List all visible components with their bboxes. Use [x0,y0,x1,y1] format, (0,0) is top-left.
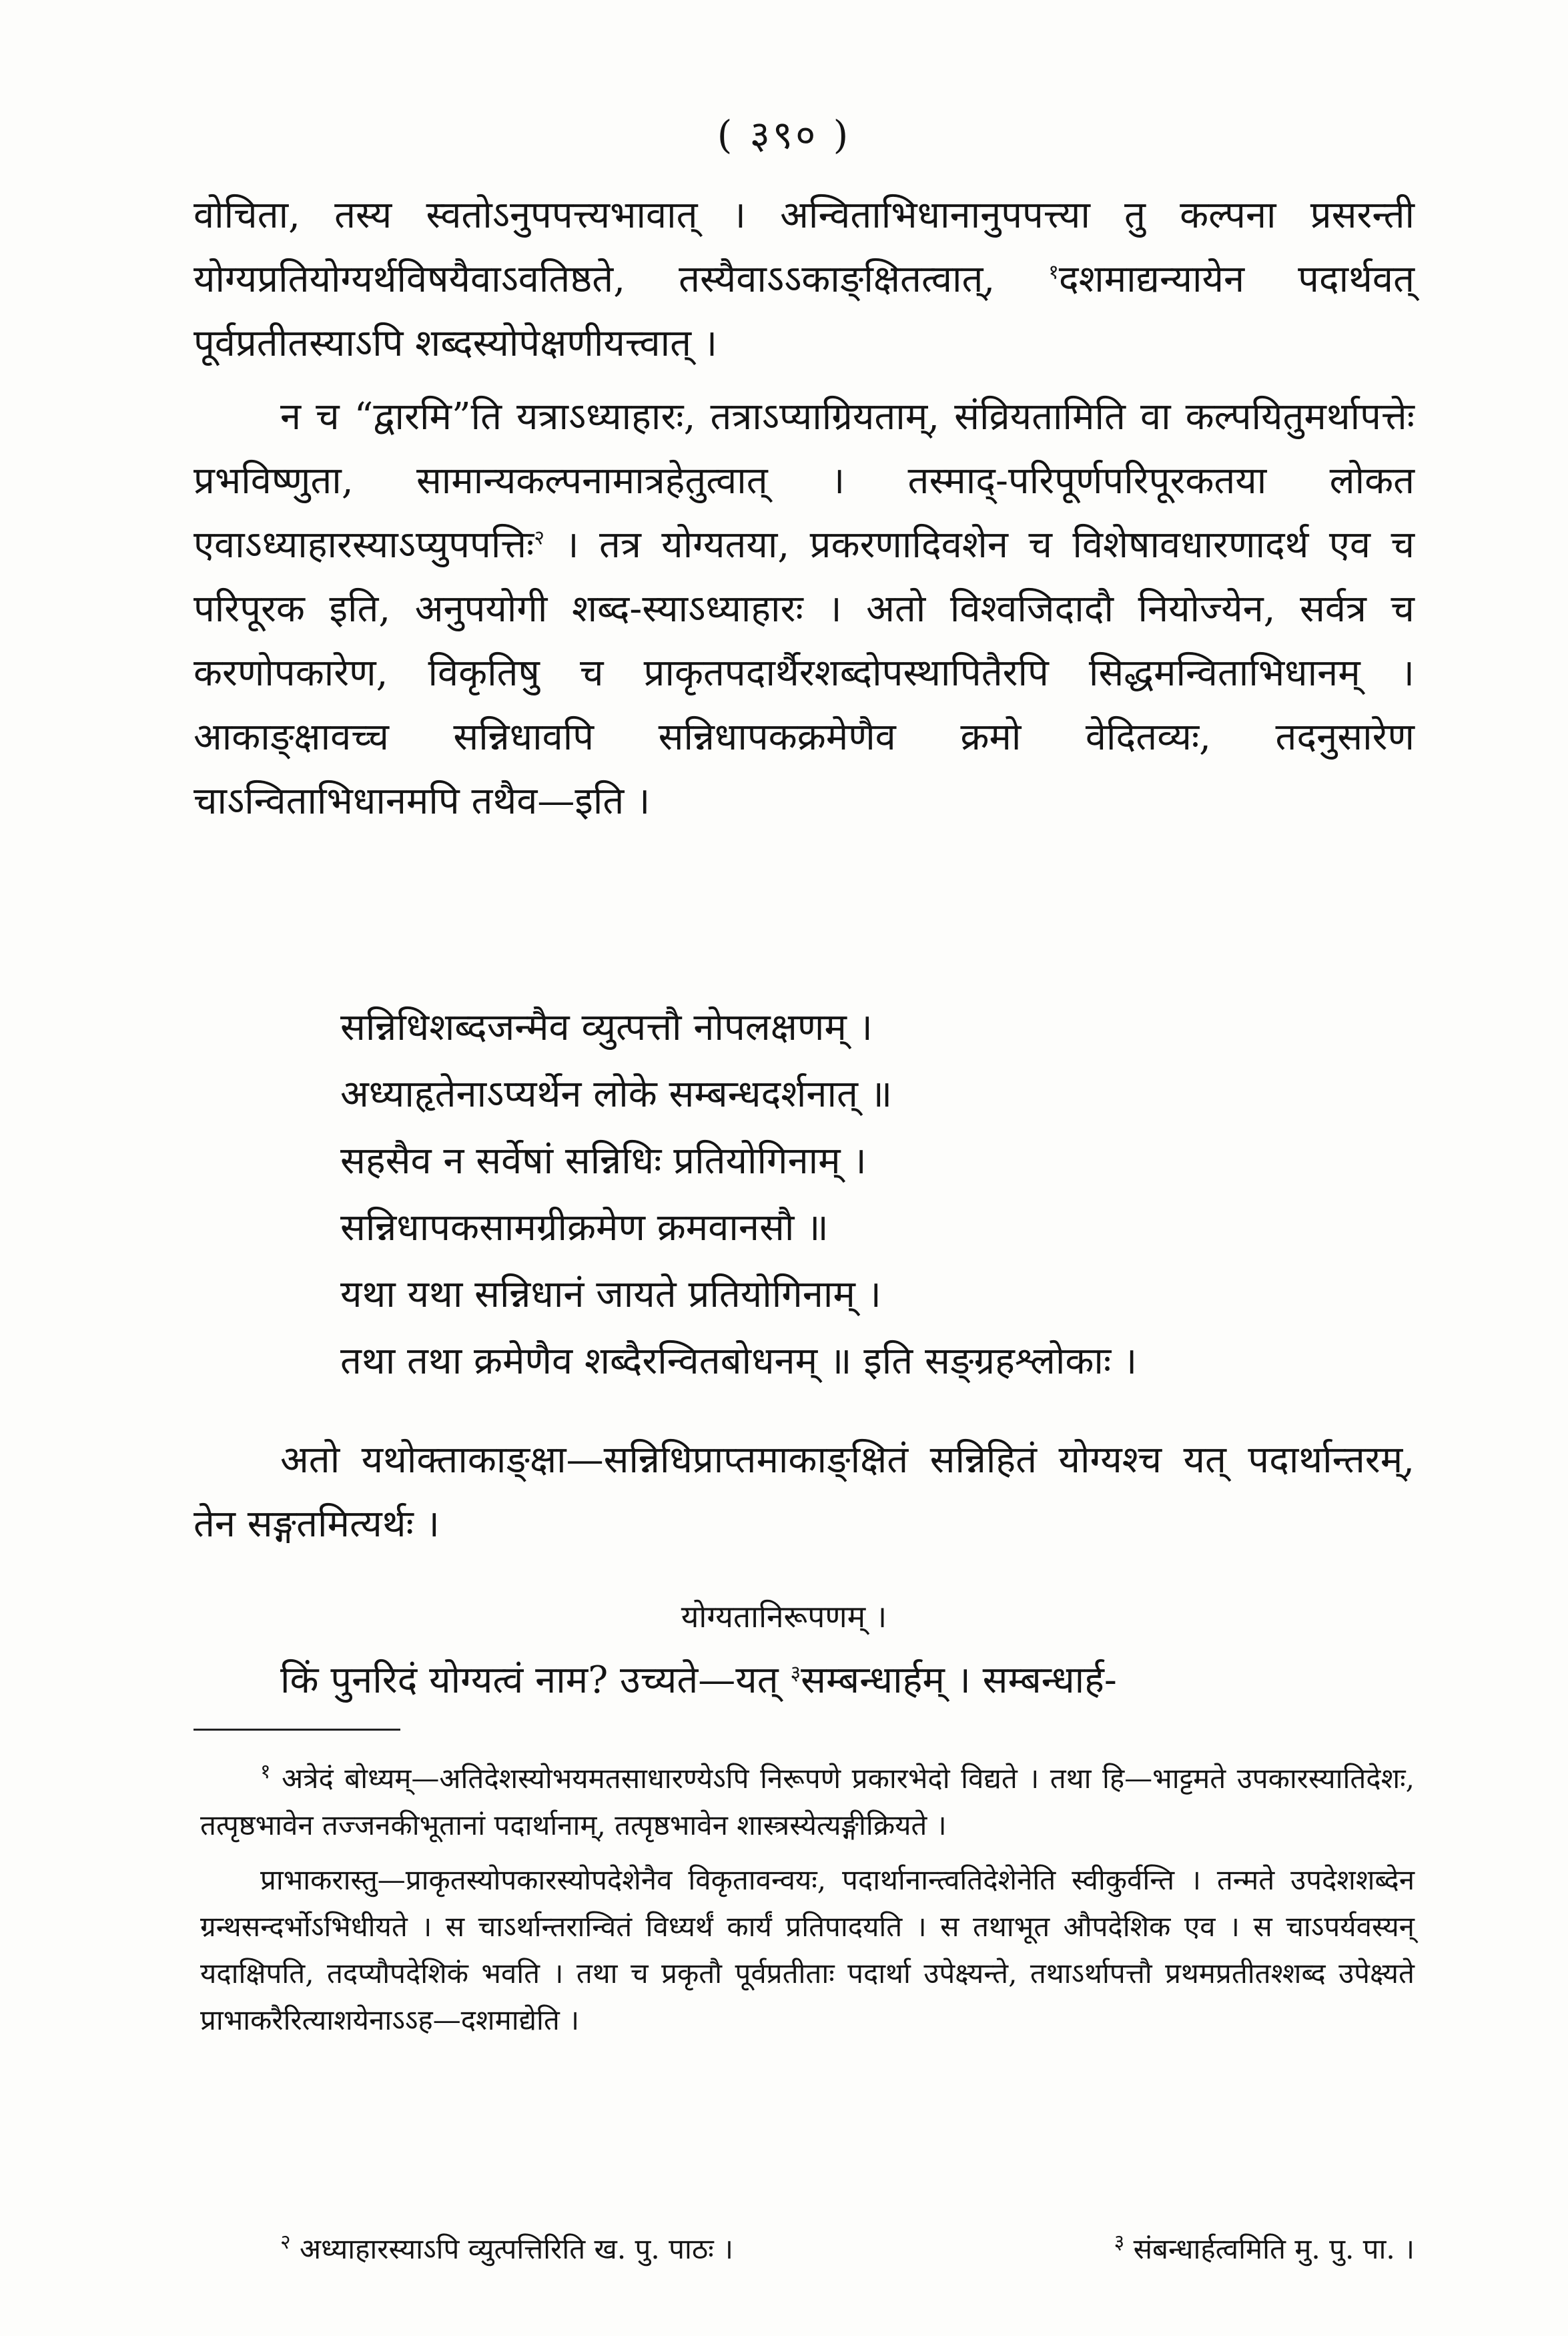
paragraph-3: अतो यथोक्ताकाङ्क्षा—सन्निधिप्राप्तमाकाङ्क्षितं सन्निहितं योग्यश्च यत् पदार्थान्तरम्, तेन सङ्गतमित्यर्थः । [193,1438,1415,1546]
page-number: ( ३९० ) [717,112,851,158]
verse-block [340,994,1408,1395]
footnote-2 [200,2229,733,2267]
footnote-3-mark: ३ [1114,2231,1125,2254]
footnote-1-text: अत्रेदं बोध्यम्—अतिदेशस्योभयमतसाधारण्येऽपि निरूपणे प्रकारभेदो विद्यते । तथा हि—भाट्टमते उपकारस्यातिदेशः, तत्पृष्ठभावेन तज्जनकीभूतानां पदार्थानाम्, तत्पृष्ठभावेन शास्त्रस्येत्यङ्गीक्रियते । [200,1762,1415,1841]
footnote-2-mark: २ [280,2231,291,2254]
verse-line-6: तथा तथा क्रमेणैव शब्दैरन्वितबोधनम् ॥ इति सङ्ग्रहश्लोकाः । [340,1340,1138,1383]
footnote-1-mark: १ [260,1760,271,1783]
footnote-rule [193,1729,400,1731]
verse-line-5: यथा यथा सन्निधानं जायते प्रतियोगिनाम् । [340,1273,881,1316]
section-heading: योग्यतानिरूपणम् । [681,1598,887,1635]
main-text-top [193,184,1415,834]
footnote-marker-1: १ [1048,260,1059,284]
footnotes-2-3 [200,2229,1415,2267]
verse-line-2: अध्याहृतेनाऽप्यर्थेन लोके सम्बन्धदर्शनात् ॥ [340,1073,893,1116]
paragraph-2-text-a: न च “द्वारमि”ति यत्राऽध्याहारः, तत्राऽप्याग्रियताम्, संव्रियतामिति वा कल्पयितुमर्थापत्तेः प्रभविष्णुता, सामान्यकल्पनामात्रहेतुत्वात् । तस्माद्-परिपूर्णपरिपूरकतया लोकत एवाऽध्याहारस्याऽप्युपपत्तिः [193,395,1415,567]
footnote-3 [1114,2229,1415,2267]
paragraph-4 [193,1649,1415,1713]
footnote-marker-2: २ [534,526,544,550]
verse-line-3: सहसैव न सर्वेषां सन्निधिः प्रतियोगिनाम् । [340,1139,867,1183]
footnote-marker-3: ३ [790,1661,801,1685]
paragraph-4-text-a: किं पुनरिदं योग्यत्वं नाम? उच्यते—यत् [280,1659,779,1702]
footnotes [200,1755,1415,2044]
paragraph-4-text-b: सम्बन्धार्हम् । सम्बन्धार्ह- [801,1659,1117,1702]
paragraph-2-text-b: । तत्र योग्यतया, प्रकरणादिवशेन च विशेषावधारणादर्थ एव च परिपूरक इति, अनुपयोगी शब्द-स्याऽध्याहारः । अतो विश्वजिदादौ नियोज्येन, सर्वत्र च करणोपकारेण, विकृतिषु च प्राकृतपदार्थैरशब्दोपस्थापितैरपि सिद्धमन्विताभिधानम् । आकाङ्क्षावच्च सन्निधावपि सन्निधापकक्रमेणैव क्रमो वेदितव्यः, तदनुसारेण चाऽन्विताभिधानमपि तथैव—इति । [193,523,1415,823]
main-text-last [193,1649,1415,1713]
verse-line-4: सन्निधापकसामग्रीक्रमेण क्रमवानसौ ॥ [340,1206,829,1249]
footnote-1-continued: प्राभाकरास्तु—प्राकृतस्योपकारस्योपदेशेनैव विकृतावन्वयः, पदार्थानान्त्वतिदेशेनेति स्वीकुर्वन्ति । तन्मते उपदेशशब्देन ग्रन्थसन्दर्भोऽभिधीयते । स चाऽर्थान्तरान्वितं विध्यर्थं कार्यं प्रतिपादयति । स तथाभूत औपदेशिक एव । स चाऽपर्यवस्यन् यदाक्षिपति, तदप्यौपदेशिकं भवति । तथा च प्रकृतौ पूर्वप्रतीताः पदार्था उपेक्ष्यन्ते, तथाऽर्थापत्तौ प्रथमप्रतीतश्शब्द उपेक्ष्यते प्राभाकरैरित्याशयेनाऽऽह—दशमाद्येति । [200,1863,1415,2036]
paragraph-2 [193,385,1415,834]
paragraph-1-end: दशमाद्यन्यायेन पदार्थवत् पूर्वप्रतीतस्याऽपि शब्दस्योपेक्षणीयत्त्वात् । [193,258,1415,365]
paragraph-1-text: वोचिता, तस्य स्वतोऽनुपपत्त्यभावात् । अन्विताभिधानानुपपत्त्या तु कल्पना प्रसरन्ती योग्यप्रतियोग्यर्थविषयैवाऽवतिष्ठते, तस्यैवाऽऽकाङ्क्षितत्वात्, [193,194,1415,301]
paragraph-1 [193,184,1415,376]
verse-line-1: सन्निधिशब्दजन्मैव व्युत्पत्तौ नोपलक्षणम् । [340,1006,873,1049]
footnote-1 [200,1755,1415,1849]
footnote-2-text: अध्याहारस्याऽपि व्युत्पत्तिरिति ख. पु. पाठः । [299,2233,734,2265]
footnote-3-text: संबन्धार्हत्वमिति मु. पु. पा. । [1133,2233,1415,2265]
main-text-bottom [193,1428,1415,1556]
